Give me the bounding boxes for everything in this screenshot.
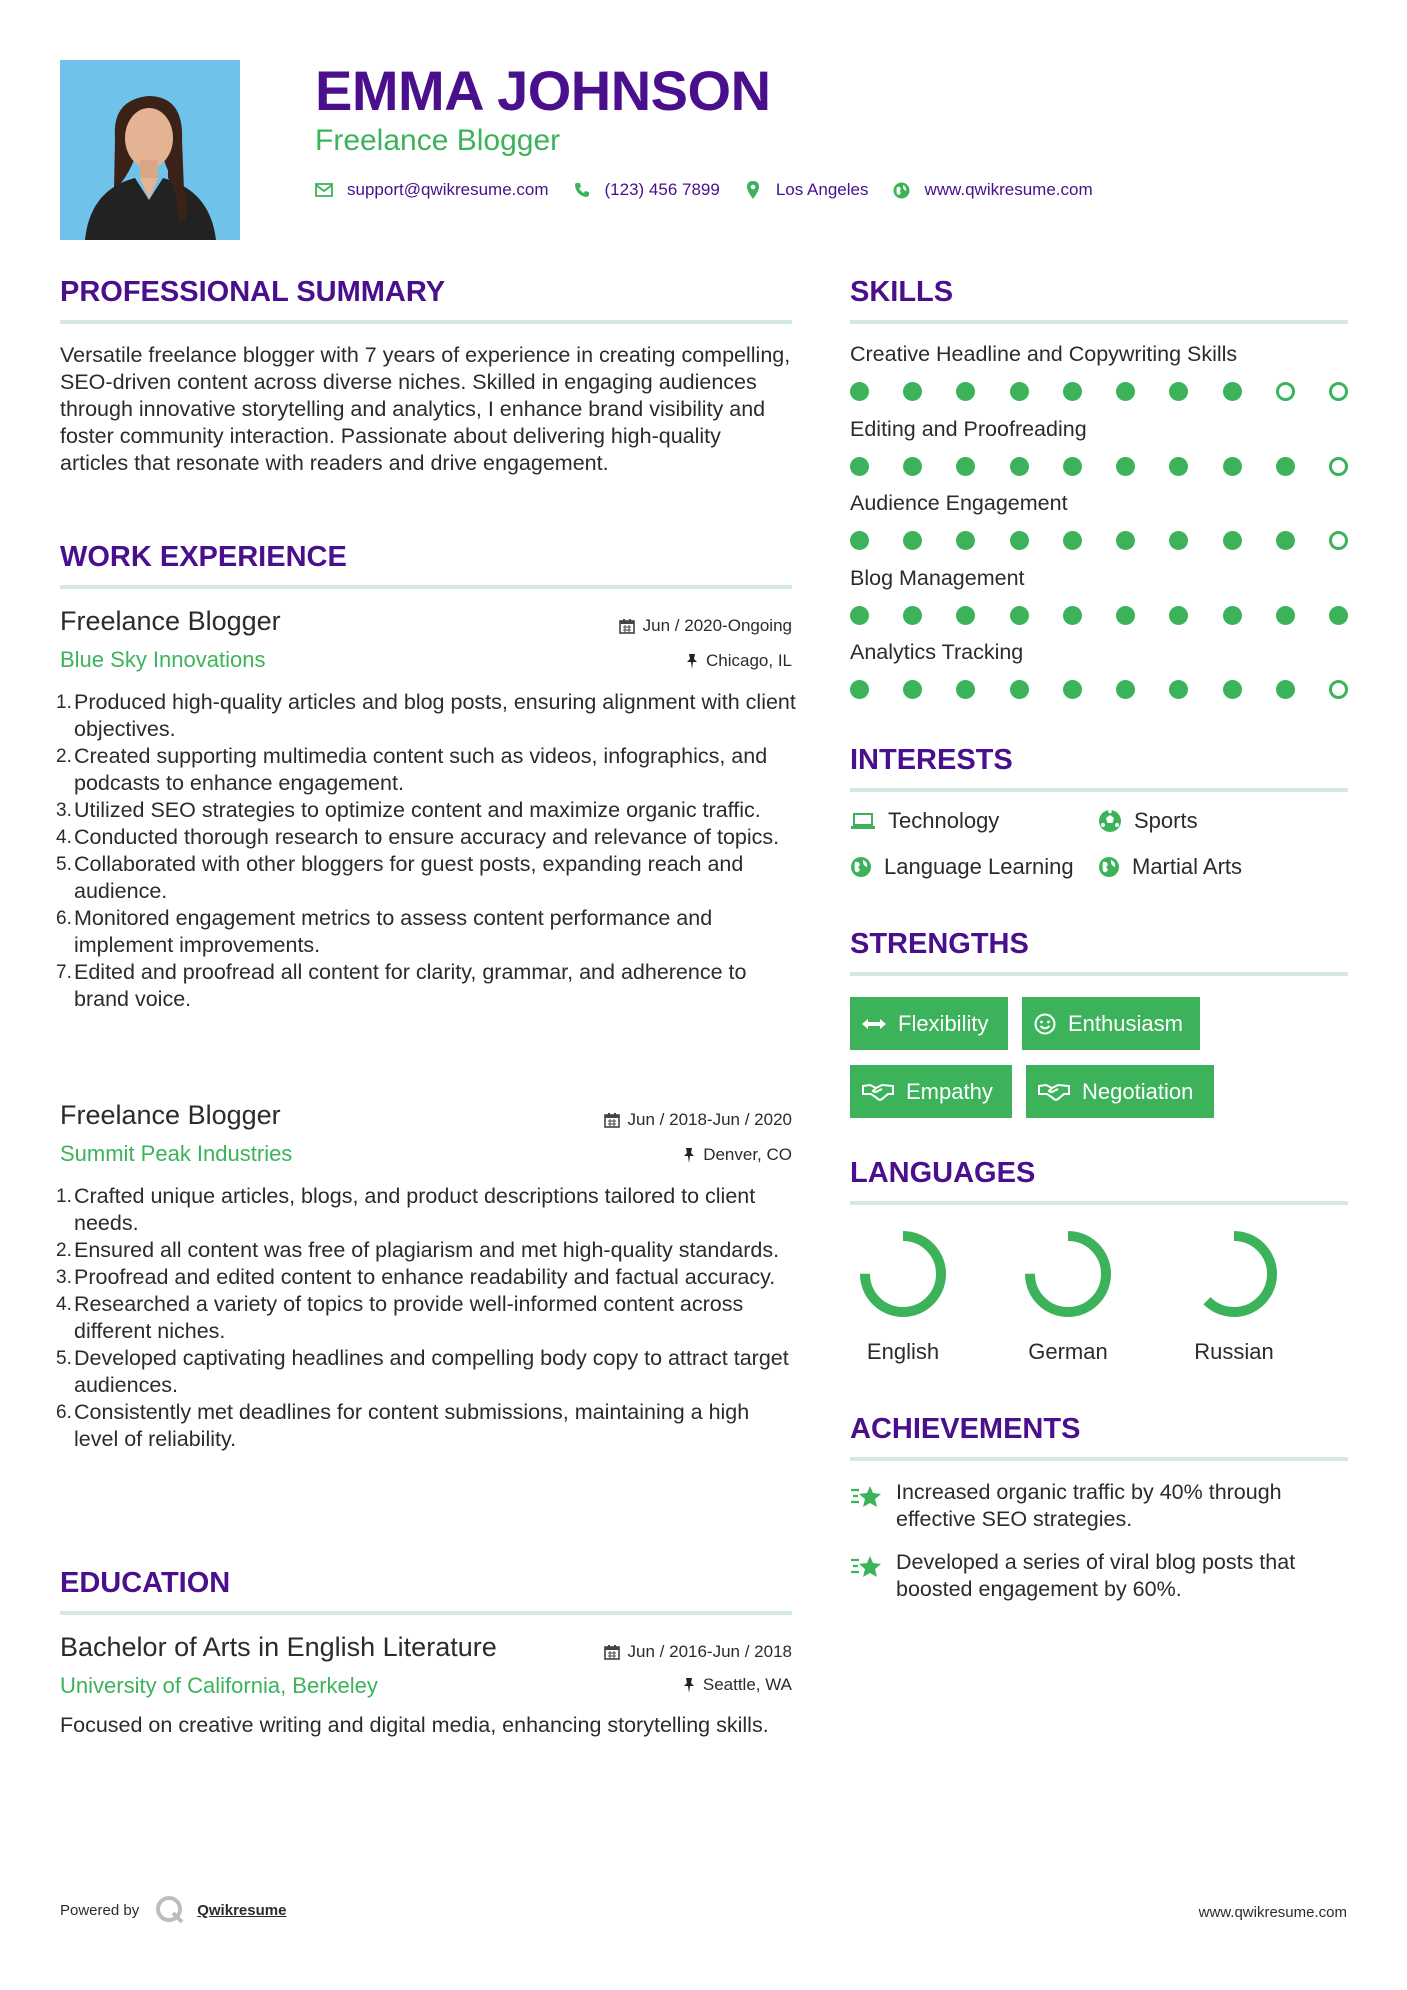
rating-dot-filled [1276,606,1295,625]
rating-dot-filled [1169,531,1188,550]
phone-text: (123) 456 7899 [604,180,720,199]
laptop-icon [850,812,876,830]
interest-label: Language Learning [884,854,1074,879]
summary-text: Versatile freelance blogger with 7 years of experience in creating compelling, SEO-driven content across diverse niches. Skilled in engaging audiences through innovative storytelling and analytics, I enhance brand visibility and foster community interaction. Passionate about delivering high-quality articles that resonate with readers and drive engagement. [60,343,791,475]
achievements-divider [850,1457,1348,1461]
job-company: Blue Sky Innovations [60,647,266,672]
degree-title: Bachelor of Arts in English Literature [60,1632,497,1662]
footer-url[interactable]: www.qwikresume.com [1198,1904,1347,1921]
contact-website[interactable] [892,180,1092,200]
languages-divider [850,1201,1348,1205]
rating-dot-filled [1223,680,1242,699]
interest-martial-arts [1098,854,1242,880]
rating-dot-filled [1010,457,1029,476]
skill-name: Creative Headline and Copywriting Skills [850,342,1238,366]
education-location-text: Seattle, WA [702,1675,792,1694]
pushpin-icon [683,1147,695,1163]
candidate-name: EMMA JOHNSON [315,59,771,122]
summary-heading: PROFESSIONAL SUMMARY [60,276,446,308]
strength-empathy [850,1065,1012,1118]
job-location-text: Denver, CO [703,1145,792,1164]
school-name: University of California, Berkeley [60,1673,378,1698]
rating-dot-filled [1063,531,1082,550]
rating-dot-filled [1276,531,1295,550]
rating-dot-filled [1116,606,1135,625]
rating-dot-filled [850,531,869,550]
location-text: Los Angeles [775,180,869,199]
profile-photo [60,60,240,240]
job-bullet: 5. Developed captivating headlines and compelling body copy to attract target audiences. [56,1346,789,1397]
rating-dot-filled [1116,531,1135,550]
strength-negotiation [1026,1065,1214,1118]
rating-dot-filled [956,680,975,699]
job-bullets [56,1183,796,1453]
job-bullet: 1. Crafted unique articles, blogs, and product descriptions tailored to client needs. [56,1184,756,1235]
footer-powered-by [60,1895,286,1925]
strength-label: Flexibility [898,1010,989,1036]
job-location [500,651,792,671]
rating-dot-filled [1276,680,1295,699]
achievement-item: Developed a series of viral blog posts that boosted engagement by 60%. [896,1550,1296,1601]
achievement-item: Increased organic traffic by 40% through effective SEO strategies. [896,1480,1282,1531]
shooting-star-icon [850,1554,884,1585]
rating-dot-filled [1169,457,1188,476]
rating-dot-filled [1010,606,1029,625]
rating-dot-empty [1329,680,1348,699]
rating-dot-filled [1063,382,1082,401]
job-bullets [56,689,796,1013]
job-bullet: 1. Produced high-quality articles and blog posts, ensuring alignment with client objectives. [56,690,796,741]
skill-rating [850,457,1348,477]
education-divider [60,1611,792,1615]
skill-name: Audience Engagement [850,491,1068,515]
rating-dot-filled [1010,680,1029,699]
strengths-heading: STRENGTHS [850,928,1029,960]
calendar-icon [604,1112,620,1128]
strength-flexibility [850,997,1008,1050]
job-bullet: 3. Proofread and edited content to enhance readability and factual accuracy. [56,1265,776,1289]
job-dates [500,616,792,636]
achievements-heading: ACHIEVEMENTS [850,1413,1081,1445]
arrows-horizontal-icon [862,1018,886,1030]
strength-label: Negotiation [1082,1078,1194,1104]
rating-dot-empty [1329,457,1348,476]
rating-dot-filled [1276,457,1295,476]
interest-technology [850,808,999,834]
job-bullet: 6. Consistently met deadlines for content submissions, maintaining a high level of reliability. [56,1400,750,1451]
job-bullet: 5. Collaborated with other bloggers for guest posts, expanding reach and audience. [56,852,744,903]
rating-dot-filled [850,606,869,625]
qwikresume-logo-icon [155,1895,185,1925]
strength-label: Enthusiasm [1068,1010,1183,1036]
language-ring-arc [1030,1236,1106,1312]
contact-bar [315,178,1117,202]
language-name: German [1028,1339,1108,1364]
rating-dot-empty [1276,382,1295,401]
skill-rating [850,382,1348,402]
calendar-icon [619,618,635,634]
rating-dot-filled [1116,680,1135,699]
job-bullet: 6. Monitored engagement metrics to assess content performance and implement improvements. [56,906,713,957]
smile-icon [1034,1013,1056,1035]
rating-dot-filled [1116,382,1135,401]
strength-label: Empathy [906,1078,993,1104]
language-ring-arc [865,1236,941,1312]
rating-dot-filled [1223,382,1242,401]
job-dates-text: Jun / 2020-Ongoing [642,616,792,635]
education-description: Focused on creative writing and digital media, enhancing storytelling skills. [60,1713,769,1737]
rating-dot-filled [903,531,922,550]
shooting-star-icon [850,1484,884,1515]
pushpin-icon [683,1677,695,1693]
language-ring [848,1224,958,1324]
strength-enthusiasm [1022,997,1200,1050]
job-bullet: 3. Utilized SEO strategies to optimize content and maximize organic traffic. [56,798,761,822]
rating-dot-filled [1010,382,1029,401]
rating-dot-filled [903,457,922,476]
rating-dot-filled [1223,531,1242,550]
job-bullet: 4. Researched a variety of topics to provide well-informed content across different niches. [56,1292,744,1343]
job-company: Summit Peak Industries [60,1141,293,1166]
job-bullet: 2. Created supporting multimedia content such as videos, infographics, and podcasts to enhance engagement. [56,744,768,795]
experience-divider [60,585,792,589]
skill-name: Blog Management [850,565,1025,590]
language-name: Russian [1194,1339,1274,1364]
interest-label: Technology [888,808,1000,833]
rating-dot-filled [1169,680,1188,699]
interest-sports [1098,808,1198,834]
education-dates-text: Jun / 2016-Jun / 2018 [627,1642,792,1661]
interests-heading: INTERESTS [850,744,1013,776]
globe-icon [1098,856,1120,878]
skill-rating [850,680,1348,700]
rating-dot-filled [1063,680,1082,699]
interests-divider [850,788,1348,792]
rating-dot-filled [903,606,922,625]
rating-dot-empty [1329,531,1348,550]
soccer-ball-icon [1098,809,1122,833]
strengths-divider [850,972,1348,976]
interest-label: Sports [1134,808,1198,833]
rating-dot-filled [850,680,869,699]
job-bullet: 4. Conducted thorough research to ensure accuracy and relevance of topics. [56,825,780,849]
education-location [500,1675,792,1695]
globe-icon [850,856,872,878]
rating-dot-filled [850,382,869,401]
language-name: English [866,1339,940,1364]
contact-phone[interactable] [573,180,720,200]
rating-dot-filled [956,382,975,401]
website-text: www.qwikresume.com [924,180,1093,199]
job-location [500,1145,792,1165]
job-bullet: 2. Ensured all content was free of plagiarism and met high-quality standards. [56,1238,780,1262]
education-dates [480,1642,792,1662]
contact-email[interactable] [315,180,549,200]
job-bullet: 7. Edited and proofread all content for clarity, grammar, and adherence to brand voice. [56,960,747,1011]
job-title: Freelance Blogger [60,1100,281,1130]
rating-dot-filled [1116,457,1135,476]
skill-rating [850,531,1348,551]
rating-dot-filled [903,680,922,699]
rating-dot-filled [1223,457,1242,476]
education-heading: EDUCATION [60,1567,231,1599]
contact-location [744,180,869,200]
rating-dot-filled [850,457,869,476]
job-dates-text: Jun / 2018-Jun / 2020 [627,1110,792,1129]
handshake-icon [1038,1082,1070,1102]
rating-dot-filled [956,606,975,625]
job-title: Freelance Blogger [60,606,281,636]
interest-label: Martial Arts [1132,854,1243,879]
pushpin-icon [686,653,698,669]
handshake-icon [862,1082,894,1102]
map-pin-icon [744,181,762,199]
qwikresume-link[interactable]: Qwikresume [197,1901,287,1919]
rating-dot-filled [1223,606,1242,625]
job-dates [480,1110,792,1130]
globe-icon [892,181,910,199]
powered-by-label: Powered by [60,1901,140,1919]
candidate-title: Freelance Blogger [315,124,561,157]
rating-dot-empty [1329,382,1348,401]
rating-dot-filled [1169,606,1188,625]
summary-divider [60,320,792,324]
skills-divider [850,320,1348,324]
calendar-icon [604,1644,620,1660]
interest-language-learning [850,854,1074,880]
skill-rating [850,606,1348,626]
languages-heading: LANGUAGES [850,1157,1036,1189]
skill-name: Analytics Tracking [850,640,1024,664]
phone-icon [573,181,591,199]
rating-dot-filled [956,457,975,476]
rating-dot-filled [1063,606,1082,625]
rating-dot-filled [1329,606,1348,625]
job-location-text: Chicago, IL [706,651,792,670]
rating-dot-filled [956,531,975,550]
experience-heading: WORK EXPERIENCE [60,541,347,573]
rating-dot-filled [1169,382,1188,401]
language-ring [1013,1224,1123,1324]
language-ring [1179,1224,1289,1324]
rating-dot-filled [903,382,922,401]
rating-dot-filled [1010,531,1029,550]
rating-dot-filled [1063,457,1082,476]
envelope-icon [315,181,333,199]
language-ring-arc [1196,1236,1272,1312]
email-text: support@qwikresume.com [347,180,549,199]
skills-heading: SKILLS [850,276,954,308]
skill-name: Editing and Proofreading [850,416,1087,441]
